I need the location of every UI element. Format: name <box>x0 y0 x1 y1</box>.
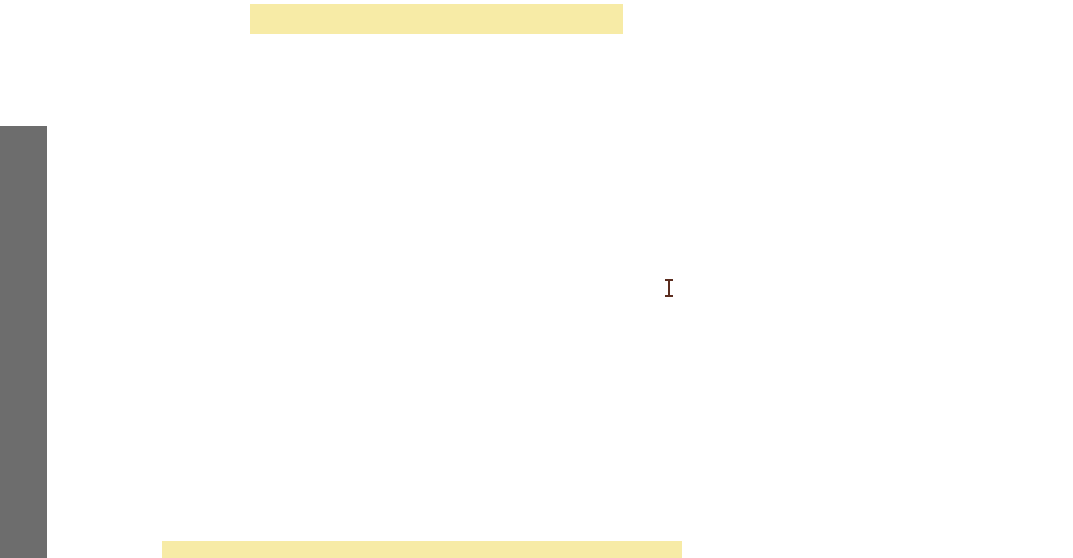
column-headers <box>0 0 1073 130</box>
side-tab <box>0 126 47 558</box>
text-cursor-icon <box>664 279 674 297</box>
bottom-title <box>162 541 682 558</box>
